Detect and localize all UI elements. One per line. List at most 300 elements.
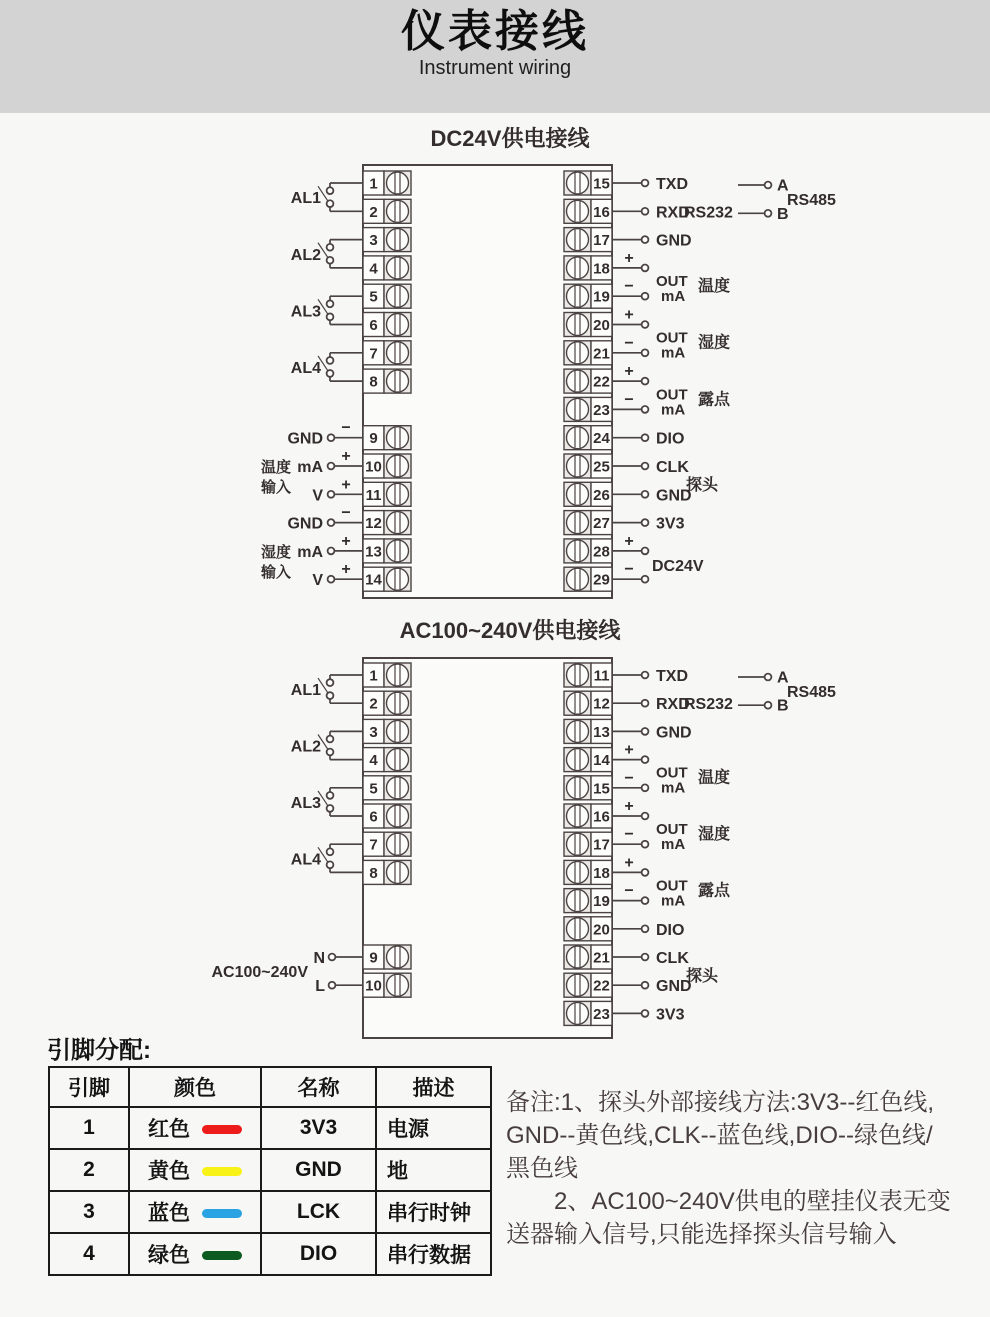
terminal-number: 6 xyxy=(369,317,378,334)
right-line-−-8 xyxy=(612,391,648,412)
out-group-cjk-label: 湿度 xyxy=(698,826,731,844)
polarity-sign: − xyxy=(624,882,634,900)
right-line-+-3 xyxy=(612,250,648,271)
right-line-−-14 xyxy=(612,561,648,582)
terminal-14 xyxy=(564,748,612,772)
terminal-19 xyxy=(564,889,612,913)
table-row xyxy=(49,1191,491,1233)
screw-icon xyxy=(567,861,589,883)
terminal-21 xyxy=(564,341,612,365)
terminal-number: 11 xyxy=(593,667,610,685)
alarm-label: AL1 xyxy=(290,190,321,208)
signal-label: TXD xyxy=(656,668,688,685)
wire-node-icon xyxy=(642,548,649,555)
color-swatch xyxy=(202,1209,242,1218)
screw-icon xyxy=(387,568,409,590)
svg-text:OUT: OUT xyxy=(656,386,688,404)
terminal-29 xyxy=(564,567,612,591)
terminal-number: 4 xyxy=(369,260,378,278)
pin-assignment-heading: 引脚分配: xyxy=(47,1037,151,1064)
terminal-number: 2 xyxy=(369,695,378,713)
pin-number-cell: 4 xyxy=(49,1233,129,1275)
terminal-number: 21 xyxy=(593,345,610,363)
color-cell xyxy=(129,1107,261,1149)
terminal-number: 17 xyxy=(593,232,610,250)
wire-node-icon xyxy=(642,180,649,187)
polarity-sign: + xyxy=(624,249,634,267)
screw-icon xyxy=(567,455,589,477)
power-pin-label: N xyxy=(313,950,325,967)
terminal-number: 7 xyxy=(369,836,378,854)
table-header-row xyxy=(49,1067,491,1107)
signal-label: DIO xyxy=(656,921,685,939)
wire-node-icon xyxy=(642,293,649,300)
pin-number-cell: 3 xyxy=(49,1191,129,1233)
contact-icon xyxy=(327,736,334,743)
screw-icon xyxy=(567,692,589,714)
terminal-19 xyxy=(564,284,612,308)
screw-icon xyxy=(567,540,589,562)
left-line-V-11 xyxy=(312,476,363,504)
screw-icon xyxy=(567,314,589,336)
description-cell: 地 xyxy=(376,1149,491,1191)
terminal-11 xyxy=(363,482,411,506)
screw-icon xyxy=(387,861,409,883)
side-label: RS232 xyxy=(684,696,733,714)
alarm-bracket-AL2 xyxy=(291,240,363,268)
screw-icon xyxy=(567,749,589,771)
right-line-+-7 xyxy=(612,363,648,384)
polarity-sign: + xyxy=(624,306,634,324)
screw-icon xyxy=(567,777,589,799)
terminal-number: 19 xyxy=(593,893,610,911)
terminal-20 xyxy=(564,917,612,941)
screw-icon xyxy=(387,229,409,251)
signal-label: GND xyxy=(656,724,692,742)
screw-icon xyxy=(387,720,409,742)
alarm-bracket-AL1 xyxy=(291,675,363,703)
terminal-9 xyxy=(363,426,411,450)
terminal-8 xyxy=(363,369,411,393)
screw-icon xyxy=(387,512,409,534)
page-subtitle: Instrument wiring xyxy=(418,57,572,79)
terminal-number: 15 xyxy=(593,175,610,193)
input-group-label: 输入 xyxy=(260,564,292,582)
signal-name-cell: LCK xyxy=(261,1191,376,1233)
terminal-25 xyxy=(564,454,612,478)
terminal-23 xyxy=(564,1001,612,1025)
wire-node-icon xyxy=(642,434,649,441)
signal-label: GND xyxy=(656,978,692,996)
rs485-label: RS485 xyxy=(787,192,836,210)
terminal-6 xyxy=(363,313,411,337)
right-line-DIO-9 xyxy=(612,431,684,448)
description-cell: 串行时钟 xyxy=(376,1191,491,1233)
svg-text:GND: GND xyxy=(287,430,323,448)
contact-icon xyxy=(327,848,334,855)
terminal-22 xyxy=(564,973,612,997)
terminal-number: 8 xyxy=(369,373,378,391)
terminal-number: 3 xyxy=(369,232,378,250)
terminal-17 xyxy=(564,832,612,856)
terminal-24 xyxy=(564,426,612,450)
left-line-GND-9 xyxy=(287,420,363,448)
terminal-23 xyxy=(564,397,612,421)
screw-icon xyxy=(567,483,589,505)
table-row xyxy=(49,1149,491,1191)
wire-node-icon xyxy=(642,672,649,679)
signal-name-cell: DIO xyxy=(261,1233,376,1275)
screw-icon xyxy=(567,720,589,742)
out-group-cjk-label: 湿度 xyxy=(698,334,731,352)
terminal-10 xyxy=(363,973,411,997)
svg-text:mA: mA xyxy=(661,401,686,419)
color-name: 红色 xyxy=(148,1118,190,1141)
side-label: 探头 xyxy=(686,968,719,986)
screw-icon xyxy=(387,172,409,194)
contact-icon xyxy=(327,187,334,194)
note-line: GND--黄色线,CLK--蓝色线,DIO--绿色线/ xyxy=(506,1122,933,1149)
signal-label: CLK xyxy=(656,950,689,967)
signal-label: DIO xyxy=(656,430,685,448)
polarity-sign: + xyxy=(341,532,351,550)
terminal-number: 27 xyxy=(593,515,610,533)
wire-node-icon xyxy=(642,208,649,215)
left-line-mA-13 xyxy=(297,533,363,561)
terminal-12 xyxy=(564,691,612,715)
notes xyxy=(506,1086,986,1251)
right-line-GND-11 xyxy=(612,978,692,995)
terminal-8 xyxy=(363,860,411,884)
page-title: 仪表接线 xyxy=(401,7,589,56)
screw-icon xyxy=(567,257,589,279)
terminal-11 xyxy=(564,663,612,687)
alarm-label: AL2 xyxy=(290,738,321,756)
screw-icon xyxy=(387,285,409,307)
svg-text:OUT: OUT xyxy=(656,821,688,839)
rs485-pin-label: B xyxy=(777,205,789,223)
terminal-9 xyxy=(363,945,411,969)
terminal-number: 9 xyxy=(369,430,378,448)
table-row xyxy=(49,1233,491,1275)
note-line: 送器输入信号,只能选择探头信号输入 xyxy=(506,1221,897,1248)
terminal-16 xyxy=(564,199,612,223)
terminal-21 xyxy=(564,945,612,969)
polarity-sign: − xyxy=(341,504,351,522)
terminal-17 xyxy=(564,228,612,252)
terminal-number: 12 xyxy=(593,695,610,713)
wire-node-icon xyxy=(642,784,649,791)
terminal-number: 23 xyxy=(593,401,610,419)
terminal-number: 11 xyxy=(365,486,382,504)
out-group-温度 xyxy=(656,273,730,305)
dc24v-diagram xyxy=(260,126,836,598)
alarm-bracket-AL2 xyxy=(291,731,363,759)
screw-icon xyxy=(387,455,409,477)
terminal-number: 15 xyxy=(593,780,610,798)
power-input xyxy=(211,950,363,995)
contact-icon xyxy=(327,300,334,307)
signal-label: RXD xyxy=(656,696,690,714)
svg-text:OUT: OUT xyxy=(656,273,688,291)
terminal-number: 5 xyxy=(369,288,378,306)
right-line-+-3 xyxy=(612,742,648,763)
terminal-number: 20 xyxy=(593,317,610,334)
alarm-bracket-AL3 xyxy=(291,296,363,324)
out-group-露点 xyxy=(656,386,731,418)
screw-icon xyxy=(387,540,409,562)
right-line-CLK-10 xyxy=(612,459,689,476)
terminal-number: 6 xyxy=(369,808,378,826)
polarity-sign: − xyxy=(624,334,634,352)
color-name: 黄色 xyxy=(148,1160,190,1183)
wire-node-icon xyxy=(642,925,649,932)
wire-node-icon xyxy=(642,954,649,961)
out-group-cjk-label: 露点 xyxy=(698,882,731,900)
description-cell: 电源 xyxy=(376,1107,491,1149)
screw-icon xyxy=(387,946,409,968)
polarity-sign: + xyxy=(624,798,634,815)
terminal-3 xyxy=(363,719,411,743)
terminal-number: 10 xyxy=(365,458,382,476)
screw-icon xyxy=(387,749,409,771)
terminal-4 xyxy=(363,748,411,772)
screw-icon xyxy=(567,568,589,590)
color-cell xyxy=(129,1149,261,1191)
wire-node-icon xyxy=(642,265,649,272)
terminal-number: 14 xyxy=(593,752,610,770)
column-header: 名称 xyxy=(261,1067,376,1107)
polarity-sign: + xyxy=(341,448,351,465)
svg-text:mA: mA xyxy=(297,459,323,476)
rs485-label: RS485 xyxy=(787,684,836,702)
wire-node-icon xyxy=(642,349,649,356)
screw-icon xyxy=(567,398,589,420)
terminal-20 xyxy=(564,313,612,337)
power-label: AC100~240V xyxy=(211,964,308,982)
right-line-3V3-12 xyxy=(612,516,685,533)
pin-number-cell: 2 xyxy=(49,1149,129,1191)
terminal-number: 24 xyxy=(593,430,610,448)
svg-text:mA: mA xyxy=(661,344,686,362)
color-swatch xyxy=(202,1167,242,1176)
terminal-7 xyxy=(363,832,411,856)
svg-text:mA: mA xyxy=(297,543,323,561)
screw-icon xyxy=(387,314,409,336)
polarity-sign: + xyxy=(624,854,634,872)
polarity-sign: + xyxy=(624,363,634,381)
terminal-number: 18 xyxy=(593,864,610,882)
diagram-title: DC24V供电接线 xyxy=(430,126,590,151)
diagram-title: AC100~240V供电接线 xyxy=(399,618,621,643)
note-line: 2、AC100~240V供电的壁挂仪表无变 xyxy=(506,1188,951,1215)
left-line-GND-12 xyxy=(287,505,363,533)
wire-node-icon xyxy=(765,210,772,217)
wire-node-icon xyxy=(642,700,649,707)
screw-icon xyxy=(567,664,589,686)
pin-assignment-table xyxy=(48,1066,492,1276)
terminal-6 xyxy=(363,804,411,828)
alarm-label: AL4 xyxy=(290,851,321,869)
wire-node-icon xyxy=(642,841,649,848)
screw-icon xyxy=(387,833,409,855)
out-group-cjk-label: 温度 xyxy=(698,769,731,787)
terminal-number: 7 xyxy=(369,345,378,363)
alarm-label: AL3 xyxy=(290,794,321,812)
wire-node-icon xyxy=(642,897,649,904)
out-group-温度 xyxy=(656,765,730,797)
description-cell: 串行数据 xyxy=(376,1233,491,1275)
screw-icon xyxy=(387,370,409,392)
svg-text:GND: GND xyxy=(287,515,323,533)
screw-icon xyxy=(567,805,589,827)
terminal-13 xyxy=(564,719,612,743)
terminal-number: 5 xyxy=(369,780,378,798)
left-line-mA-10 xyxy=(297,448,363,476)
right-line-−-4 xyxy=(612,278,648,299)
terminal-number: 23 xyxy=(593,1005,610,1023)
signal-label: RXD xyxy=(656,204,690,222)
terminal-number: 2 xyxy=(369,203,378,221)
terminal-number: 19 xyxy=(593,288,610,306)
wire-node-icon xyxy=(642,869,649,876)
screw-icon xyxy=(567,200,589,222)
screw-icon xyxy=(567,342,589,364)
right-line-TXD-0 xyxy=(612,668,688,685)
alarm-label: AL3 xyxy=(290,303,321,321)
terminal-15 xyxy=(564,171,612,195)
wire-node-icon xyxy=(642,321,649,328)
rs485-pin-label: A xyxy=(777,177,789,195)
screw-icon xyxy=(387,777,409,799)
wire-node-icon xyxy=(328,576,335,583)
terminal-number: 17 xyxy=(593,836,610,854)
terminal-number: 10 xyxy=(365,977,382,995)
alarm-label: AL2 xyxy=(290,246,321,264)
signal-name-cell: 3V3 xyxy=(261,1107,376,1149)
polarity-sign: − xyxy=(624,391,634,409)
terminal-number: 13 xyxy=(365,543,382,561)
wire-node-icon xyxy=(642,463,649,470)
rs485-port xyxy=(738,670,836,715)
polarity-sign: + xyxy=(624,741,634,759)
terminal-16 xyxy=(564,804,612,828)
screw-icon xyxy=(567,427,589,449)
screw-icon xyxy=(387,664,409,686)
terminal-26 xyxy=(564,482,612,506)
right-line-−-8 xyxy=(612,883,648,904)
out-group-cjk-label: 温度 xyxy=(698,278,731,296)
right-line-GND-11 xyxy=(612,487,692,504)
wire-node-icon xyxy=(642,813,649,820)
svg-text:OUT: OUT xyxy=(656,329,688,347)
terminal-5 xyxy=(363,776,411,800)
polarity-sign: − xyxy=(624,278,634,296)
polarity-sign: − xyxy=(341,419,351,437)
screw-icon xyxy=(567,172,589,194)
svg-text:mA: mA xyxy=(661,892,686,910)
wire-node-icon xyxy=(765,702,772,709)
right-line-GND-2 xyxy=(612,724,692,741)
wire-node-icon xyxy=(642,728,649,735)
svg-text:OUT: OUT xyxy=(656,877,688,895)
signal-label: 3V3 xyxy=(656,515,685,533)
side-label: 探头 xyxy=(686,477,719,495)
contact-icon xyxy=(327,357,334,364)
signal-label: CLK xyxy=(656,459,689,476)
alarm-bracket-AL4 xyxy=(291,844,363,872)
contact-icon xyxy=(327,244,334,251)
terminal-3 xyxy=(363,228,411,252)
svg-text:V: V xyxy=(312,487,323,505)
table-row xyxy=(49,1107,491,1149)
terminal-number: 22 xyxy=(593,977,610,995)
screw-icon xyxy=(567,974,589,996)
contact-icon xyxy=(327,679,334,686)
column-header: 颜色 xyxy=(129,1067,261,1107)
side-label: DC24V xyxy=(652,558,704,576)
terminal-number: 16 xyxy=(593,808,610,826)
color-swatch xyxy=(202,1125,242,1134)
right-line-+-13 xyxy=(612,533,648,554)
screw-icon xyxy=(387,342,409,364)
terminal-13 xyxy=(363,539,411,563)
screw-icon xyxy=(387,257,409,279)
alarm-bracket-AL3 xyxy=(291,788,363,816)
column-header: 引脚 xyxy=(49,1067,129,1107)
svg-text:mA: mA xyxy=(661,288,686,306)
wire-node-icon xyxy=(642,378,649,385)
right-line-+-5 xyxy=(612,798,648,819)
terminal-number: 14 xyxy=(365,571,382,589)
terminal-7 xyxy=(363,341,411,365)
terminal-number: 1 xyxy=(369,175,378,193)
pin-number-cell: 1 xyxy=(49,1107,129,1149)
wire-node-icon xyxy=(642,982,649,989)
terminal-18 xyxy=(564,860,612,884)
alarm-bracket-AL1 xyxy=(291,183,363,211)
screw-icon xyxy=(567,890,589,912)
terminal-number: 28 xyxy=(593,543,610,561)
terminal-12 xyxy=(363,511,411,535)
polarity-sign: + xyxy=(341,476,351,494)
note-line: 黑色线 xyxy=(506,1155,578,1182)
terminal-number: 13 xyxy=(593,723,610,741)
wire-node-icon xyxy=(329,982,336,989)
terminal-14 xyxy=(363,567,411,591)
out-group-露点 xyxy=(656,878,731,910)
right-line-3V3-12 xyxy=(612,1006,685,1023)
screw-icon xyxy=(387,427,409,449)
terminal-28 xyxy=(564,539,612,563)
polarity-sign: + xyxy=(341,561,351,579)
terminal-number: 12 xyxy=(365,515,382,533)
terminal-number: 22 xyxy=(593,373,610,391)
wire-node-icon xyxy=(642,576,649,583)
terminal-number: 8 xyxy=(369,864,378,882)
polarity-sign: − xyxy=(624,561,634,579)
svg-text:V: V xyxy=(312,572,323,590)
terminal-10 xyxy=(363,454,411,478)
wire-node-icon xyxy=(642,491,649,498)
wire-node-icon xyxy=(642,756,649,763)
polarity-sign: − xyxy=(624,769,634,787)
signal-label: 3V3 xyxy=(656,1006,685,1024)
terminal-22 xyxy=(564,369,612,393)
wire-node-icon xyxy=(765,182,772,189)
terminal-1 xyxy=(363,171,411,195)
terminal-number: 16 xyxy=(593,203,610,221)
